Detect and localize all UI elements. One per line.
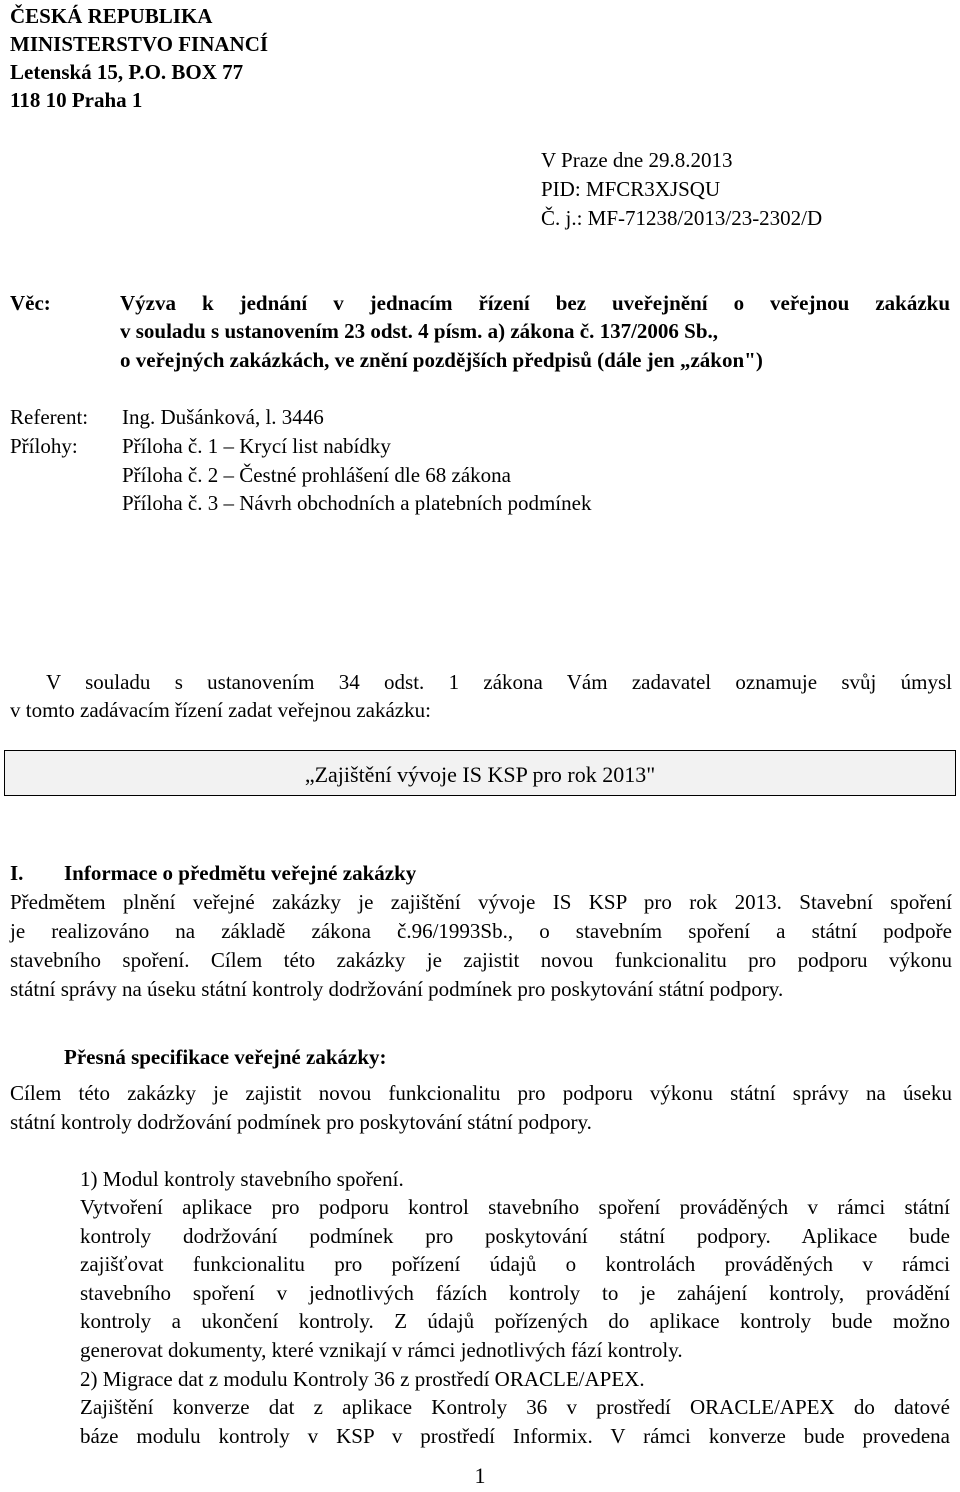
item-1-line-2: kontroly dodržování podmínek pro poskytování státní podpory. Aplikace bude [80, 1224, 950, 1248]
subject-line-1: Výzva k jednání v jednacím řízení bez uveřejnění o veřejnou zakázku [120, 291, 950, 315]
letter-reference-number: Č. j.: MF-71238/2013/23-2302/D [541, 206, 823, 230]
contract-title-box [4, 750, 956, 796]
section-1-line-4: státní správy na úseku státní kontroly dodržování podmínek pro poskytování státní podpory. [10, 977, 784, 1001]
sender-street: Letenská 15, P.O. BOX 77 [10, 60, 244, 84]
item-2-line-2: báze modulu kontroly v KSP v prostředí Informix. V rámci konverze bude provedena [80, 1424, 950, 1448]
section-1-line-3: stavebního spoření. Cílem této zakázky je zajistit novou funkcionalitu pro podporu výkonu [10, 948, 952, 972]
item-1-line-3: zajišťovat funkcionalitu pro pořízení údajů o kontrolách prováděných v rámci [80, 1252, 950, 1276]
intro-line-1: V souladu s ustanovením 34 odst. 1 zákona Vám zadavatel oznamuje svůj úmysl [46, 670, 952, 694]
attachment-item-3: Příloha č. 3 – Návrh obchodních a platebních podmínek [122, 491, 592, 515]
subject-line-2: v souladu s ustanovením 23 odst. 4 písm. a) zákona č. 137/2006 Sb., [120, 319, 719, 343]
item-1-line-5: kontroly a ukončení kontroly. Z údajů pořízených do aplikace kontroly bude možno [80, 1309, 950, 1333]
item-2-line-1: Zajištění konverze dat z aplikace Kontroly 36 v prostředí ORACLE/APEX do datové [80, 1395, 950, 1419]
sender-country: ČESKÁ REPUBLIKA [10, 4, 213, 28]
spec-heading: Přesná specifikace veřejné zakázky: [64, 1045, 387, 1069]
attachments-label: Přílohy: [10, 434, 78, 458]
attachment-item-1: Příloha č. 1 – Krycí list nabídky [122, 434, 391, 458]
letter-metadata [541, 146, 822, 233]
spec-line-2: státní kontroly dodržování podmínek pro poskytování státní podpory. [10, 1110, 592, 1134]
referent-value: Ing. Dušánková, l. 3446 [122, 405, 324, 429]
subject-line-3: o veřejných zakázkách, ve znění pozdějších předpisů (dále jen „zákon") [120, 348, 763, 372]
section-1-line-2: je realizováno na základě zákona č.96/1993Sb., o stavebním spoření a státní podpoře [10, 919, 952, 943]
item-2-title: 2) Migrace dat z modulu Kontroly 36 z prostředí ORACLE/APEX. [80, 1367, 645, 1391]
item-1-title: 1) Modul kontroly stavebního spoření. [80, 1167, 404, 1191]
item-1-line-1: Vytvoření aplikace pro podporu kontrol stavebního spoření prováděných v rámci státní [80, 1195, 950, 1219]
intro-line-2: v tomto zadávacím řízení zadat veřejnou zakázku: [10, 698, 431, 722]
sender-ministry: MINISTERSTVO FINANCÍ [10, 32, 269, 56]
spec-line-1: Cílem této zakázky je zajistit novou funkcionalitu pro podporu výkonu státní správy na úseku [10, 1081, 952, 1105]
letter-pid: PID: MFCR3XJSQU [541, 177, 721, 201]
section-1-number: I. [10, 861, 24, 885]
contract-title: „Zajištění vývoje IS KSP pro rok 2013" [304, 762, 656, 787]
sender-address [10, 2, 268, 114]
sender-city: 118 10 Praha 1 [10, 88, 143, 112]
item-1-line-4: stavebního spoření v jednotlivých fázích kontroly to je zahájení kontroly, provádění [80, 1281, 950, 1305]
letter-date: V Praze dne 29.8.2013 [541, 148, 733, 172]
item-1-line-6: generovat dokumenty, které vznikají v rámci jednotlivých fází kontroly. [80, 1338, 683, 1362]
referent-label: Referent: [10, 405, 89, 429]
page-number: 1 [474, 1463, 486, 1488]
attachment-item-2: Příloha č. 2 – Čestné prohlášení dle 68 zákona [122, 463, 511, 487]
subject-label: Věc: [10, 291, 51, 315]
section-1-line-1: Předmětem plnění veřejné zakázky je zajištění vývoje IS KSP pro rok 2013. Stavební spoření [10, 890, 952, 914]
section-1-heading: Informace o předmětu veřejné zakázky [64, 861, 417, 885]
